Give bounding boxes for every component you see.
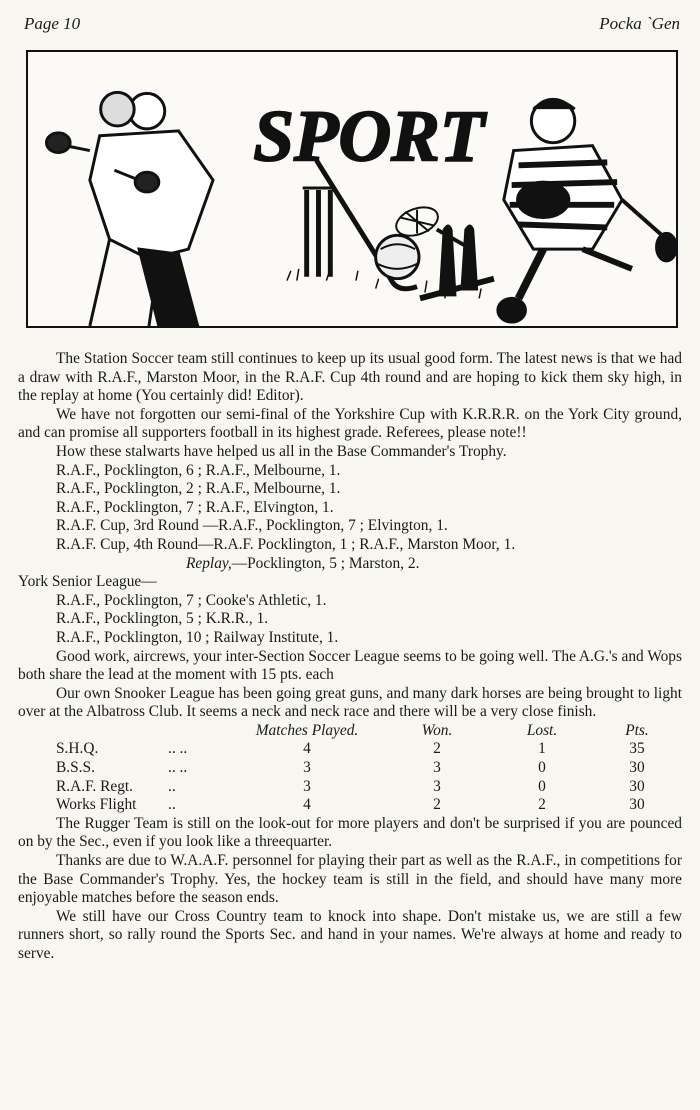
matches-played: 3	[303, 777, 311, 795]
matches-played: 3	[303, 759, 311, 777]
sport-title-lettering	[253, 95, 486, 176]
paragraph-snooker: Our own Snooker League has been going great guns, and many dark horses are being brought to light over at the Albatross Club. It seems a neck and neck race and there will be a very close finish.	[18, 684, 682, 721]
paragraph-aircrew-league: Good work, aircrews, your inter-Section Soccer League seems to be going well. The A.G.'s and Wops both share the lead at the moment with 15 pts. each	[18, 647, 682, 684]
paragraph-yorkshire-cup: We have not forgotten our semi-final of the Yorkshire Cup with K.R.R.R. on the York City ground, and can promise all supporters football in its highest grade. Referees, please note!!	[18, 405, 682, 442]
header-points: Pts.	[625, 721, 649, 739]
boxers-illustration	[46, 92, 213, 326]
matches-lost: 0	[538, 777, 546, 795]
table-header-row	[18, 722, 682, 741]
trophy-result: R.A.F., Pocklington, 6 ; R.A.F., Melbourne, 1.	[56, 461, 341, 479]
table-row	[18, 778, 682, 797]
paragraph-cross-country: We still have our Cross Country team to knock into shape. Don't mistake us, we are still a few runners short, so rally round the Sports Sec. and hand in your names. We're always at home and ready to serve.	[18, 907, 682, 962]
leader-dots: .. ..	[168, 759, 188, 777]
paragraph-waaf-hockey: Thanks are due to W.A.A.F. personnel for playing their part as well as the R.A.F., in competitions for the Base Commander's Trophy. Yes, the hockey team is still in the field, and should have many more enjoyable matches before the season ends.	[18, 852, 682, 907]
leader-dots: .. ..	[168, 740, 188, 758]
header-matches-played: Matches Played.	[255, 721, 359, 739]
york-league-result: R.A.F., Pocklington, 5 ; K.R.R., 1.	[56, 610, 269, 628]
paragraph-trophy: How these stalwarts have helped us all in the Base Commander's Trophy.	[56, 442, 507, 460]
leader-dots: ..	[168, 796, 176, 814]
matches-lost: 1	[538, 740, 546, 758]
paragraph-rugger: The Rugger Team is still on the look-out for more players and don't be surprised if you are pounced on by the Sec., even if you look like a threequarter.	[18, 814, 682, 851]
header-lost: Lost.	[526, 721, 558, 739]
paragraph-soccer-form: The Station Soccer team still continues to keep up its usual good form. The latest news is that we had a draw with R.A.F., Marston Moor, in the R.A.F. Cup 4th round and are hoping to kick them sky high, in the replay at home (You certainly did! Editor).	[18, 350, 682, 405]
page-number: Page 10	[24, 14, 81, 33]
article-body	[18, 350, 682, 964]
team-name: S.H.Q.	[56, 740, 99, 758]
points: 30	[629, 759, 645, 777]
cricket-bat-icon	[420, 279, 494, 299]
points: 30	[629, 796, 645, 814]
trophy-result: R.A.F. Cup, 3rd Round —R.A.F., Pocklington, 7 ; Elvington, 1.	[56, 517, 448, 535]
trophy-result: R.A.F., Pocklington, 7 ; R.A.F., Elvington, 1.	[56, 498, 334, 516]
points: 35	[629, 740, 645, 758]
matches-lost: 0	[538, 759, 546, 777]
team-name: B.S.S.	[56, 759, 95, 777]
rugby-player-illustration	[498, 99, 676, 322]
sport-title: SPORT	[253, 95, 485, 177]
trophy-result: R.A.F., Pocklington, 2 ; R.A.F., Melbourne, 1.	[56, 480, 341, 498]
matches-won: 2	[433, 740, 441, 758]
trophy-result: R.A.F. Cup, 4th Round—R.A.F. Pocklington, 1 ; R.A.F., Marston Moor, 1.	[56, 535, 516, 553]
snooker-league-table	[18, 722, 682, 815]
york-league-result: R.A.F., Pocklington, 7 ; Cooke's Athletic, 1.	[56, 591, 327, 609]
matches-won: 3	[433, 777, 441, 795]
team-name: R.A.F. Regt.	[56, 777, 134, 795]
replay-label: Replay,	[186, 554, 232, 572]
team-name: Works Flight	[56, 796, 137, 814]
matches-won: 3	[433, 759, 441, 777]
matches-played: 4	[303, 796, 311, 814]
replay-text: —Pocklington, 5 ; Marston, 2.	[231, 554, 420, 572]
matches-won: 2	[433, 796, 441, 814]
points: 30	[629, 777, 645, 795]
header-won: Won.	[421, 721, 453, 739]
table-row	[18, 740, 682, 759]
table-row	[18, 796, 682, 815]
table-row	[18, 759, 682, 778]
york-league-result: R.A.F., Pocklington, 10 ; Railway Institute, 1.	[56, 628, 339, 646]
york-league-heading: York Senior League—	[18, 573, 157, 591]
football-icon	[376, 235, 419, 278]
cricket-stumps-icon	[303, 188, 335, 277]
matches-played: 4	[303, 740, 311, 758]
sport-banner-illustration	[26, 50, 678, 328]
magazine-title: Pocka `Gen	[599, 14, 680, 33]
leader-dots: ..	[168, 777, 176, 795]
replay-result	[18, 555, 682, 574]
matches-lost: 2	[538, 796, 546, 814]
page-header	[24, 14, 680, 40]
